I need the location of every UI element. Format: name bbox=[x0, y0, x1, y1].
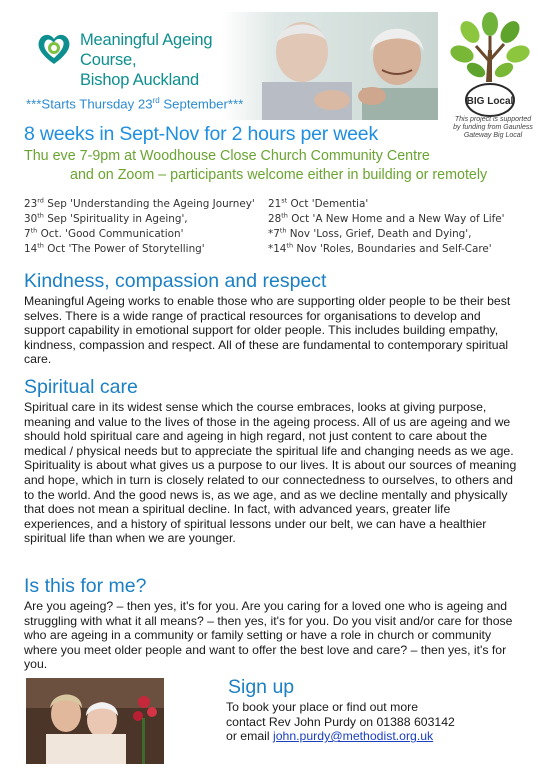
signup-heading: Sign up bbox=[228, 676, 295, 698]
session-item: *14th Nov 'Roles, Boundaries and Self-Care' bbox=[268, 241, 492, 255]
brand-line-3: Bishop Auckland bbox=[80, 71, 200, 89]
session-item: *7th Nov 'Loss, Grief, Death and Dying', bbox=[268, 226, 472, 240]
email-link[interactable]: john.purdy@methodist.org.uk bbox=[272, 729, 434, 744]
for-me-heading: Is this for me? bbox=[24, 575, 147, 597]
kindness-heading: Kindness, compassion and respect bbox=[24, 270, 327, 292]
course-time-venue: Thu eve 7-9pm at Woodhouse Close Church Community Centre bbox=[24, 148, 430, 164]
session-item: 30th Sep 'Spirituality in Ageing', bbox=[24, 211, 188, 225]
funding-note: This project is supported by funding from Gaunless Gateway Big Local bbox=[453, 116, 533, 139]
elderly-couple-photo bbox=[222, 12, 438, 120]
signup-line-1: To book your place or find out more bbox=[226, 700, 419, 714]
start-date-pre: ***Starts Thursday 23 bbox=[26, 96, 153, 112]
spiritual-care-body: Spiritual care in its widest sense which the course embraces, looks at giving purpose, meaning and value to the lives of those in the ageing process. All of us are ageing and we should hold spiritual care and ageing in high regard, not just content to care about the medical / physical needs but to appreciate the spiritual life and changing needs as we age. Spirituality is about what gives us a purpose to our lives. It is about our sources of meaning and hope, which in turn is closely related to our connectedness to ourselves, to others and to the world. And the good news is, as we age, and as we decline mentally and physically that does not mean a spiritual decline. In fact, with advanced years, greater life experiences, and a history of spiritual lessons under our belt, we can have a healthier spiritual life than when we are younger. bbox=[24, 400, 517, 546]
brand-line-1: Meaningful Ageing bbox=[80, 31, 213, 49]
spiritual-care-heading: Spiritual care bbox=[24, 376, 138, 398]
session-item: 21st Oct 'Dementia' bbox=[268, 196, 369, 210]
for-me-body: Are you ageing? – then yes, it's for you. Are you caring for a loved one who is ageing and struggling with what it all means? – then yes, it's for you. Do you visit and/or care for those who are ageing in a community or family setting or have a role in church or community where you meet older people and want to offer the best love and care? – then yes, it's for you. bbox=[24, 599, 513, 672]
big-local-tree-logo bbox=[446, 10, 532, 120]
brand-line-2: Course, bbox=[80, 51, 137, 69]
session-item: 23rd Sep 'Understanding the Ageing Journey' bbox=[24, 196, 255, 210]
email-prefix: or email bbox=[226, 729, 273, 744]
big-local-logo-text: BIG Local bbox=[466, 96, 514, 107]
kindness-body: Meaningful Ageing works to enable those who are supporting older people to be their best selves. There is a wide range of practical resources for organisations to develop and support capability in emotional support for older people. This includes building empathy, kindness, compassion and respect. All of these are fundamental to contemporary spiritual care. bbox=[24, 294, 511, 367]
session-item: 14th Oct 'The Power of Storytelling' bbox=[24, 241, 205, 255]
signup-details bbox=[226, 700, 455, 744]
start-date bbox=[26, 96, 243, 111]
start-date-sup: rd bbox=[152, 96, 160, 105]
session-list-right bbox=[268, 197, 505, 257]
start-date-post: September*** bbox=[159, 96, 244, 112]
course-duration: 8 weeks in Sept-Nov for 2 hours per week bbox=[24, 123, 379, 145]
session-item: 28th Oct 'A New Home and a New Way of Life' bbox=[268, 211, 505, 225]
two-women-photo bbox=[26, 678, 164, 764]
session-item: 7th Oct. 'Good Communication' bbox=[24, 226, 184, 240]
course-logo-icon bbox=[34, 28, 74, 68]
session-list-left bbox=[24, 197, 255, 257]
signup-line-3 bbox=[226, 729, 455, 744]
course-brand bbox=[80, 30, 212, 90]
signup-line-2: contact Rev John Purdy on 01388 603142 bbox=[226, 714, 455, 729]
zoom-note: and on Zoom – participants welcome either in building or remotely bbox=[70, 167, 488, 183]
